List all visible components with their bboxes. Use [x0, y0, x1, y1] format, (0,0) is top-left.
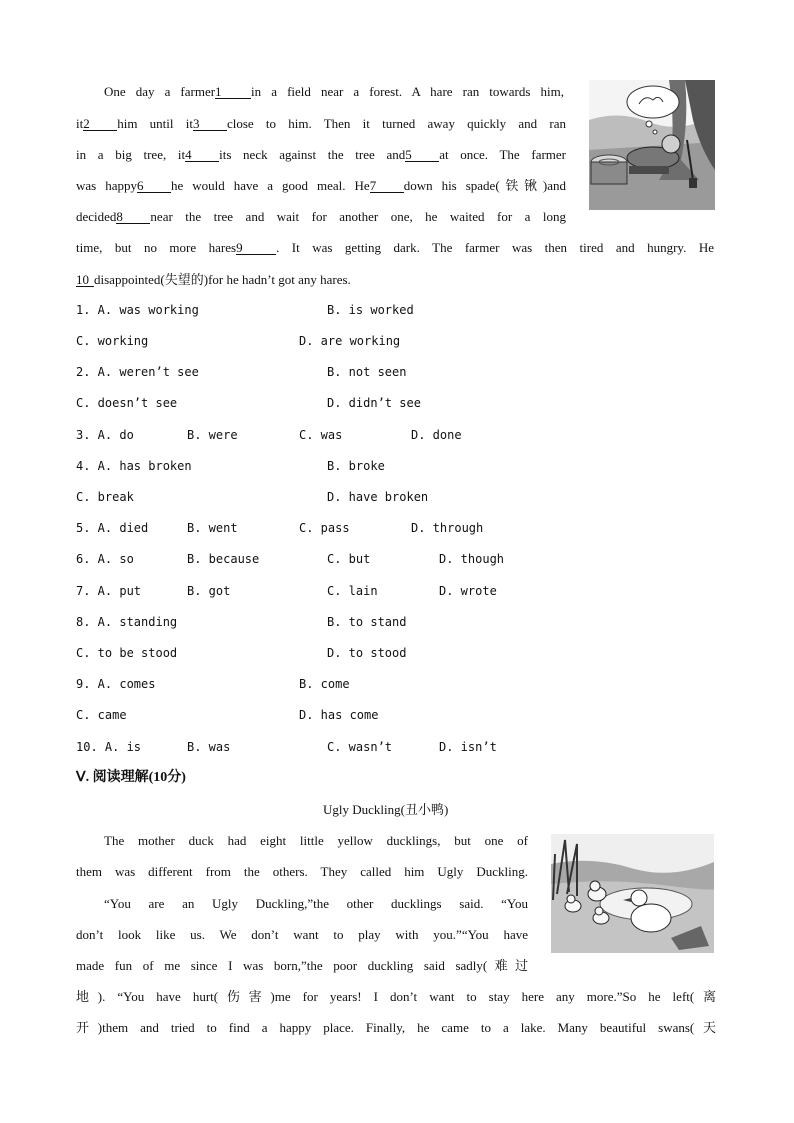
option: 3. A. do — [76, 428, 134, 442]
option-row — [76, 459, 636, 475]
option: D. are working — [299, 334, 401, 348]
option: C. break — [76, 490, 134, 504]
option: 4. A. has broken — [76, 459, 192, 473]
option: B. is worked — [327, 303, 414, 317]
option-row — [76, 428, 636, 444]
passage1-line-1 — [104, 84, 564, 100]
option: B. were — [187, 428, 238, 442]
passage2-line-6: 地). “You have hurt(伤害)me for years! I don’t want to stay here any more.”So he left(离 — [76, 989, 716, 1004]
ducklings-illustration — [551, 834, 714, 953]
option: 5. A. died — [76, 521, 149, 535]
text-segment: him until it — [117, 116, 193, 131]
text-segment: decided — [76, 209, 117, 224]
text-segment: One day a farmer — [104, 84, 216, 99]
passage2-line-5: made fun of me since I was born,”the poor duckling said sadly(难过 — [76, 958, 528, 973]
option: B. broke — [327, 459, 385, 473]
option: C. pass — [299, 521, 350, 535]
text-segment: in a field near a forest. A hare ran towards him, — [251, 84, 564, 99]
ducklings-picture-svg — [551, 834, 714, 953]
blank-4: 4 — [185, 148, 219, 162]
option: D. done — [411, 428, 462, 442]
option: C. lain — [327, 584, 378, 598]
option: B. not seen — [327, 365, 407, 379]
option: C. doesn’t see — [76, 396, 178, 410]
option-row — [76, 646, 636, 662]
section-heading: Ⅴ. 阅读理解(10分) — [76, 770, 186, 785]
passage2-line-1: The mother duck had eight little yellow ducklings, but one of — [104, 833, 528, 848]
option-row — [76, 677, 636, 693]
blank-2: 2 — [83, 117, 117, 131]
option: D. didn’t see — [327, 396, 421, 410]
option-row — [76, 615, 636, 631]
text-segment: was happy — [76, 178, 137, 193]
option-row — [76, 584, 636, 600]
option: 8. A. standing — [76, 615, 178, 629]
text-segment: disappointed(失望的)for he hadn’t got any hares. — [94, 272, 351, 287]
text-segment: he would have a good meal. He — [170, 178, 370, 193]
option-row — [76, 334, 636, 350]
text-segment: time, but no more hares — [76, 240, 237, 255]
option: 1. A. was working — [76, 303, 199, 317]
option: B. got — [187, 584, 231, 598]
option: D. through — [411, 521, 484, 535]
passage1-line-3 — [76, 147, 566, 163]
passage2-line-3: “You are an Ugly Duckling,”the other ducklings said. “You — [104, 896, 528, 911]
blank-10: 10 — [76, 273, 94, 287]
passage1-line-7 — [76, 272, 351, 288]
option-row — [76, 521, 636, 537]
option: B. because — [187, 552, 260, 566]
option: 2. A. weren’t see — [76, 365, 199, 379]
story-title: Ugly Duckling(丑小鸭) — [323, 802, 449, 817]
text-segment: close to him. Then it turned away quickly and ran — [226, 116, 566, 131]
option-row — [76, 396, 636, 412]
option: B. to stand — [327, 615, 407, 629]
option: 6. A. so — [76, 552, 134, 566]
option: B. come — [299, 677, 350, 691]
option: D. isn’t — [439, 740, 497, 754]
passage2-line-7: 开)them and tried to find a happy place. Finally, he came to a lake. Many beautiful swans(天 — [76, 1020, 716, 1035]
option: C. to be stood — [76, 646, 178, 660]
option: D. wrote — [439, 584, 497, 598]
option: B. went — [187, 521, 238, 535]
option: C. working — [76, 334, 149, 348]
passage1-line-5 — [76, 209, 566, 225]
option: 9. A. comes — [76, 677, 156, 691]
option: B. was — [187, 740, 231, 754]
option: C. was — [299, 428, 343, 442]
text-segment: in a big tree, it — [76, 147, 186, 162]
blank-1: 1 — [215, 85, 251, 99]
text-segment: . It was getting dark. The farmer was then tired and hungry. He — [276, 240, 714, 255]
passage1-line-6 — [76, 240, 714, 256]
passage2-line-2: them was different from the others. They called him Ugly Duckling. — [76, 864, 528, 879]
blank-8: 8 — [116, 210, 150, 224]
option: D. has come — [299, 708, 379, 722]
farmer-picture-svg — [589, 80, 715, 210]
text-segment: near the tree and wait for another one, he waited for a long — [150, 209, 566, 224]
option-row — [76, 365, 636, 381]
option-row — [76, 490, 636, 506]
option-row — [76, 740, 636, 756]
blank-5: 5 — [405, 148, 439, 162]
option: C. but — [327, 552, 371, 566]
text-segment: down his spade(铁锹)and — [403, 178, 566, 193]
option: 7. A. put — [76, 584, 142, 598]
text-segment: it — [76, 116, 84, 131]
passage1-line-4 — [76, 178, 566, 194]
option-row — [76, 303, 636, 319]
text-segment: at once. The farmer — [439, 147, 566, 162]
option: D. have broken — [327, 490, 429, 504]
blank-3: 3 — [193, 117, 227, 131]
blank-6: 6 — [137, 179, 171, 193]
blank-7: 7 — [370, 179, 404, 193]
option: C. came — [76, 708, 127, 722]
option-row — [76, 708, 636, 724]
option: C. wasn’t — [327, 740, 393, 754]
text-segment: its neck against the tree and — [219, 147, 406, 162]
option: 10. A. is — [76, 740, 142, 754]
passage1-line-2 — [76, 116, 566, 132]
blank-9: 9 — [236, 241, 276, 255]
option-row — [76, 552, 636, 568]
passage2-line-4: don’t look like us. We don’t want to play with you.”“You have — [76, 927, 528, 942]
farmer-illustration — [589, 80, 715, 210]
option: D. to stood — [327, 646, 407, 660]
option: D. though — [439, 552, 505, 566]
